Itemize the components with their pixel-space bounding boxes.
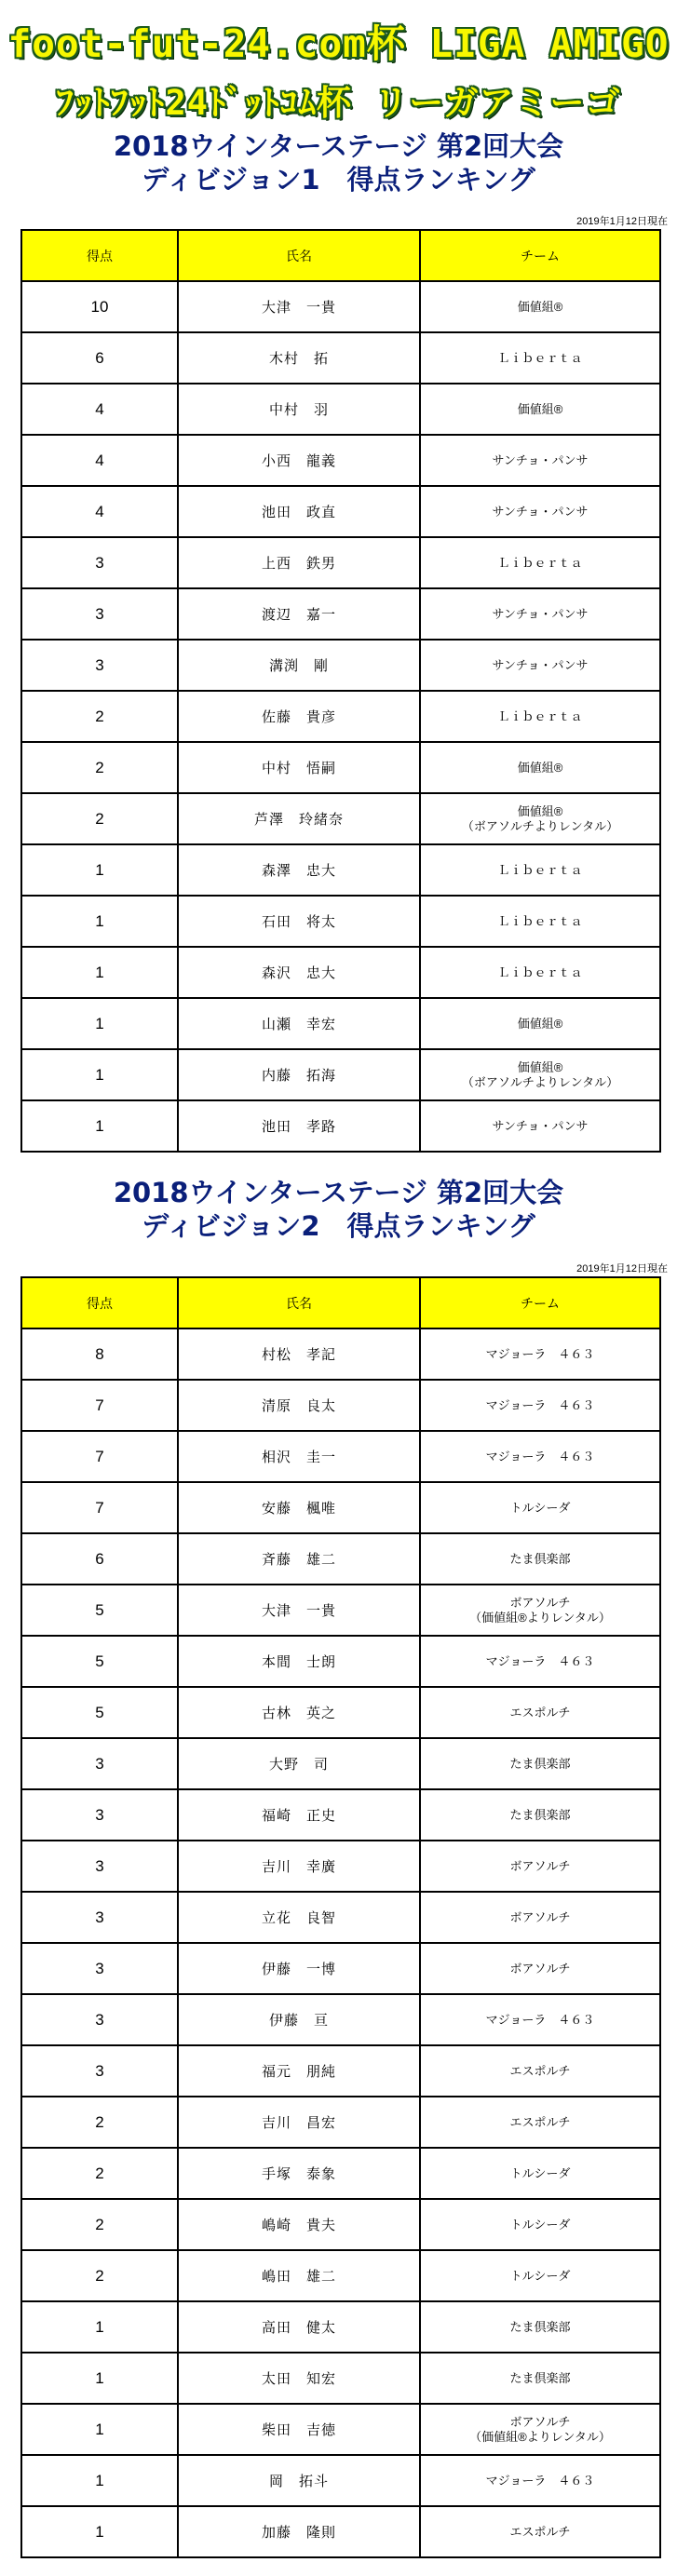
team-cell [420, 1431, 660, 1482]
points-cell: 3 [21, 1994, 178, 2045]
column-header-name: 氏名 [178, 230, 420, 281]
points-cell: 2 [21, 2148, 178, 2199]
points-cell: 2 [21, 2199, 178, 2250]
points-cell: 1 [21, 947, 178, 998]
player-name-cell: 太田 知宏 [178, 2353, 420, 2404]
team-name: Ｌｉｂｅｒｔａ [497, 964, 583, 979]
player-name-cell: 斉藤 雄二 [178, 1533, 420, 1585]
team-cell [420, 537, 660, 588]
team-name: マジョーラ ４６３ [485, 1346, 595, 1361]
table-row [21, 844, 660, 896]
points-cell: 3 [21, 537, 178, 588]
table-row [21, 2148, 660, 2199]
table-row [21, 1380, 660, 1431]
points-cell: 10 [21, 281, 178, 332]
player-name-cell: 高田 健太 [178, 2301, 420, 2353]
table-row [21, 1100, 660, 1152]
player-name-cell: 伊藤 一博 [178, 1943, 420, 1994]
table-row [21, 1482, 660, 1533]
table-row [21, 2199, 660, 2250]
table-row [21, 1994, 660, 2045]
points-cell: 3 [21, 1841, 178, 1892]
player-name-cell: 中村 羽 [178, 384, 420, 435]
team-name: たま倶楽部 [509, 1807, 571, 1822]
player-name-cell: 石田 将太 [178, 896, 420, 947]
team-cell [420, 1585, 660, 1636]
team-name: マジョーラ ４６３ [485, 1449, 595, 1463]
points-cell: 2 [21, 691, 178, 742]
team-cell [420, 2506, 660, 2557]
column-header-points: 得点 [21, 230, 178, 281]
points-cell: 4 [21, 486, 178, 537]
table-row [21, 1892, 660, 1943]
team-name: 価値組® [517, 1059, 563, 1074]
table-row [21, 1841, 660, 1892]
table-header-row [21, 1277, 660, 1328]
points-cell: 2 [21, 793, 178, 844]
points-cell: 1 [21, 1049, 178, 1100]
player-name-cell: 立花 良智 [178, 1892, 420, 1943]
table-row [21, 2353, 660, 2404]
points-cell: 2 [21, 742, 178, 793]
team-cell [420, 2353, 660, 2404]
table-row [21, 742, 660, 793]
team-cell [420, 486, 660, 537]
team-cell [420, 2404, 660, 2455]
player-name-cell: 渡辺 嘉一 [178, 588, 420, 640]
team-cell [420, 896, 660, 947]
division2-title-line1: 2018ウインターステージ 第2回大会 [113, 1177, 564, 1208]
points-cell: 1 [21, 2455, 178, 2506]
table-row [21, 537, 660, 588]
team-cell [420, 332, 660, 384]
team-cell [420, 1100, 660, 1152]
banner-line-1: foot-fut-24.com杯 LIGA AMIGO [7, 21, 670, 66]
team-name: Ｌｉｂｅｒｔａ [497, 555, 583, 570]
table-row [21, 281, 660, 332]
player-name-cell: 相沢 圭一 [178, 1431, 420, 1482]
team-name: トルシーダ [509, 2165, 571, 2180]
team-cell [420, 1380, 660, 1431]
team-name: トルシーダ [509, 1500, 571, 1515]
table-row [21, 640, 660, 691]
team-name: マジョーラ ４６３ [485, 1397, 595, 1412]
player-name-cell: 上西 鉄男 [178, 537, 420, 588]
player-name-cell: 大津 一貴 [178, 281, 420, 332]
team-cell [420, 793, 660, 844]
team-cell [420, 1841, 660, 1892]
points-cell: 5 [21, 1687, 178, 1738]
team-name: 価値組® [517, 803, 563, 818]
player-name-cell: 岡 拓斗 [178, 2455, 420, 2506]
team-cell [420, 640, 660, 691]
points-cell: 3 [21, 1738, 178, 1789]
team-name: 価値組® [517, 760, 563, 775]
player-name-cell: 本間 士朗 [178, 1636, 420, 1687]
table-row [21, 793, 660, 844]
team-name: ボアソルチ [509, 1595, 571, 1610]
division1-as-of-date: 2019年1月12日現在 [576, 216, 668, 227]
player-name-cell: 小西 龍義 [178, 435, 420, 486]
table-row [21, 384, 660, 435]
points-cell: 3 [21, 588, 178, 640]
player-name-cell: 芦澤 玲緒奈 [178, 793, 420, 844]
table-row [21, 2250, 660, 2301]
player-name-cell: 内藤 拓海 [178, 1049, 420, 1100]
team-cell [420, 588, 660, 640]
team-cell [420, 2097, 660, 2148]
team-name: たま倶楽部 [509, 2319, 571, 2334]
team-name: 価値組® [517, 299, 563, 314]
player-name-cell: 手塚 泰象 [178, 2148, 420, 2199]
team-name: エスポルチ [509, 2524, 571, 2539]
team-rental-note: （ボアソルチよりレンタル） [461, 1074, 619, 1089]
team-name: 価値組® [517, 401, 563, 416]
team-rental-note: （ボアソルチよりレンタル） [461, 818, 619, 833]
points-cell: 5 [21, 1636, 178, 1687]
team-name: マジョーラ ４６３ [485, 1653, 595, 1668]
division2-ranking-table [20, 1276, 661, 2558]
team-cell [420, 1049, 660, 1100]
table-row [21, 1789, 660, 1841]
table-row [21, 588, 660, 640]
player-name-cell: 中村 悟嗣 [178, 742, 420, 793]
player-name-cell: 福元 朋純 [178, 2045, 420, 2097]
column-header-team: チーム [420, 230, 660, 281]
team-cell [420, 742, 660, 793]
division2-title-line2: ディビジョン2 得点ランキング [142, 1210, 535, 1242]
points-cell: 1 [21, 2506, 178, 2557]
table-row [21, 2097, 660, 2148]
player-name-cell: 森澤 忠大 [178, 844, 420, 896]
team-name: サンチョ・パンサ [492, 504, 589, 519]
team-cell [420, 1943, 660, 1994]
team-name: エスポルチ [509, 2063, 571, 2078]
division1-ranking-table [20, 229, 661, 1153]
table-row [21, 2045, 660, 2097]
column-header-team: チーム [420, 1277, 660, 1328]
team-name: サンチョ・パンサ [492, 657, 589, 672]
points-cell: 1 [21, 2404, 178, 2455]
table-row [21, 1943, 660, 1994]
table-row [21, 486, 660, 537]
player-name-cell: 池田 孝路 [178, 1100, 420, 1152]
player-name-cell: 大野 司 [178, 1738, 420, 1789]
player-name-cell: 木村 拓 [178, 332, 420, 384]
column-header-points: 得点 [21, 1277, 178, 1328]
team-cell [420, 1328, 660, 1380]
team-name: ボアソルチ [509, 1858, 571, 1873]
points-cell: 1 [21, 1100, 178, 1152]
table-row [21, 691, 660, 742]
points-cell: 4 [21, 435, 178, 486]
player-name-cell: 森沢 忠大 [178, 947, 420, 998]
team-cell [420, 998, 660, 1049]
points-cell: 3 [21, 1943, 178, 1994]
points-cell: 1 [21, 844, 178, 896]
team-name: Ｌｉｂｅｒｔａ [497, 913, 583, 928]
player-name-cell: 池田 政直 [178, 486, 420, 537]
team-name: マジョーラ ４６３ [485, 2473, 595, 2488]
points-cell: 2 [21, 2250, 178, 2301]
points-cell: 1 [21, 998, 178, 1049]
team-cell [420, 1738, 660, 1789]
team-name: たま倶楽部 [509, 1551, 571, 1566]
points-cell: 7 [21, 1482, 178, 1533]
team-name: マジョーラ ４６３ [485, 2012, 595, 2027]
team-name: たま倶楽部 [509, 2370, 571, 2385]
player-name-cell: 吉川 昌宏 [178, 2097, 420, 2148]
team-cell [420, 1892, 660, 1943]
team-name: Ｌｉｂｅｒｔａ [497, 350, 583, 365]
team-name: ボアソルチ [509, 1961, 571, 1976]
player-name-cell: 安藤 楓唯 [178, 1482, 420, 1533]
points-cell: 6 [21, 332, 178, 384]
team-cell [420, 2045, 660, 2097]
table-row [21, 1533, 660, 1585]
team-cell [420, 2301, 660, 2353]
team-cell [420, 2250, 660, 2301]
table-row [21, 435, 660, 486]
player-name-cell: 大津 一貴 [178, 1585, 420, 1636]
points-cell: 2 [21, 2097, 178, 2148]
player-name-cell: 吉川 幸廣 [178, 1841, 420, 1892]
team-name: エスポルチ [509, 1705, 571, 1720]
player-name-cell: 古林 英之 [178, 1687, 420, 1738]
table-row [21, 2506, 660, 2557]
player-name-cell: 嶋田 雄二 [178, 2250, 420, 2301]
table-row [21, 2301, 660, 2353]
team-name: ボアソルチ [509, 2414, 571, 2429]
team-cell [420, 281, 660, 332]
points-cell: 7 [21, 1380, 178, 1431]
table-row [21, 1049, 660, 1100]
team-name: ボアソルチ [509, 1909, 571, 1924]
player-name-cell: 村松 孝記 [178, 1328, 420, 1380]
points-cell: 6 [21, 1533, 178, 1585]
team-cell [420, 1636, 660, 1687]
points-cell: 3 [21, 640, 178, 691]
team-cell [420, 1994, 660, 2045]
team-cell [420, 2199, 660, 2250]
table-row [21, 1636, 660, 1687]
division2-as-of-date: 2019年1月12日現在 [576, 1263, 668, 1275]
player-name-cell: 溝渕 剛 [178, 640, 420, 691]
team-name: たま倶楽部 [509, 1756, 571, 1771]
player-name-cell: 嶋崎 貴夫 [178, 2199, 420, 2250]
table-header-row [21, 230, 660, 281]
division1-title-line2: ディビジョン1 得点ランキング [142, 164, 535, 196]
points-cell: 3 [21, 1789, 178, 1841]
team-cell [420, 1533, 660, 1585]
team-rental-note: （価値組®よりレンタル） [469, 1610, 611, 1625]
team-cell [420, 1687, 660, 1738]
player-name-cell: 清原 良太 [178, 1380, 420, 1431]
points-cell: 1 [21, 896, 178, 947]
team-cell [420, 947, 660, 998]
points-cell: 8 [21, 1328, 178, 1380]
team-cell [420, 1482, 660, 1533]
player-name-cell: 山瀬 幸宏 [178, 998, 420, 1049]
player-name-cell: 柴田 吉徳 [178, 2404, 420, 2455]
team-name: サンチョ・パンサ [492, 606, 589, 621]
table-row [21, 2404, 660, 2455]
table-row [21, 1328, 660, 1380]
points-cell: 1 [21, 2301, 178, 2353]
table-row [21, 1687, 660, 1738]
team-rental-note: （価値組®よりレンタル） [469, 2429, 611, 2444]
team-name: 価値組® [517, 1016, 563, 1031]
team-name: トルシーダ [509, 2217, 571, 2232]
points-cell: 3 [21, 1892, 178, 1943]
points-cell: 4 [21, 384, 178, 435]
table-row [21, 998, 660, 1049]
division1-title-line1: 2018ウインターステージ 第2回大会 [113, 130, 564, 162]
table-row [21, 1738, 660, 1789]
table-row [21, 896, 660, 947]
table-row [21, 2455, 660, 2506]
team-cell [420, 1789, 660, 1841]
team-name: Ｌｉｂｅｒｔａ [497, 862, 583, 877]
team-name: エスポルチ [509, 2114, 571, 2129]
column-header-name: 氏名 [178, 1277, 420, 1328]
table-row [21, 947, 660, 998]
team-cell [420, 691, 660, 742]
player-name-cell: 加藤 隆則 [178, 2506, 420, 2557]
player-name-cell: 福崎 正史 [178, 1789, 420, 1841]
points-cell: 3 [21, 2045, 178, 2097]
team-name: Ｌｉｂｅｒｔａ [497, 708, 583, 723]
team-name: サンチョ・パンサ [492, 452, 589, 467]
team-name: トルシーダ [509, 2268, 571, 2283]
table-row [21, 332, 660, 384]
points-cell: 5 [21, 1585, 178, 1636]
team-cell [420, 2148, 660, 2199]
banner-line-2: ﾌｯﾄﾌｯﾄ24ﾄﾞｯﾄｺﾑ杯 リーガアミーゴ [56, 83, 621, 123]
table-row [21, 1431, 660, 1482]
player-name-cell: 佐藤 貴彦 [178, 691, 420, 742]
team-cell [420, 2455, 660, 2506]
team-cell [420, 844, 660, 896]
team-name: サンチョ・パンサ [492, 1118, 589, 1133]
table-row [21, 1585, 660, 1636]
team-cell [420, 384, 660, 435]
points-cell: 7 [21, 1431, 178, 1482]
player-name-cell: 伊藤 亘 [178, 1994, 420, 2045]
points-cell: 1 [21, 2353, 178, 2404]
team-cell [420, 435, 660, 486]
